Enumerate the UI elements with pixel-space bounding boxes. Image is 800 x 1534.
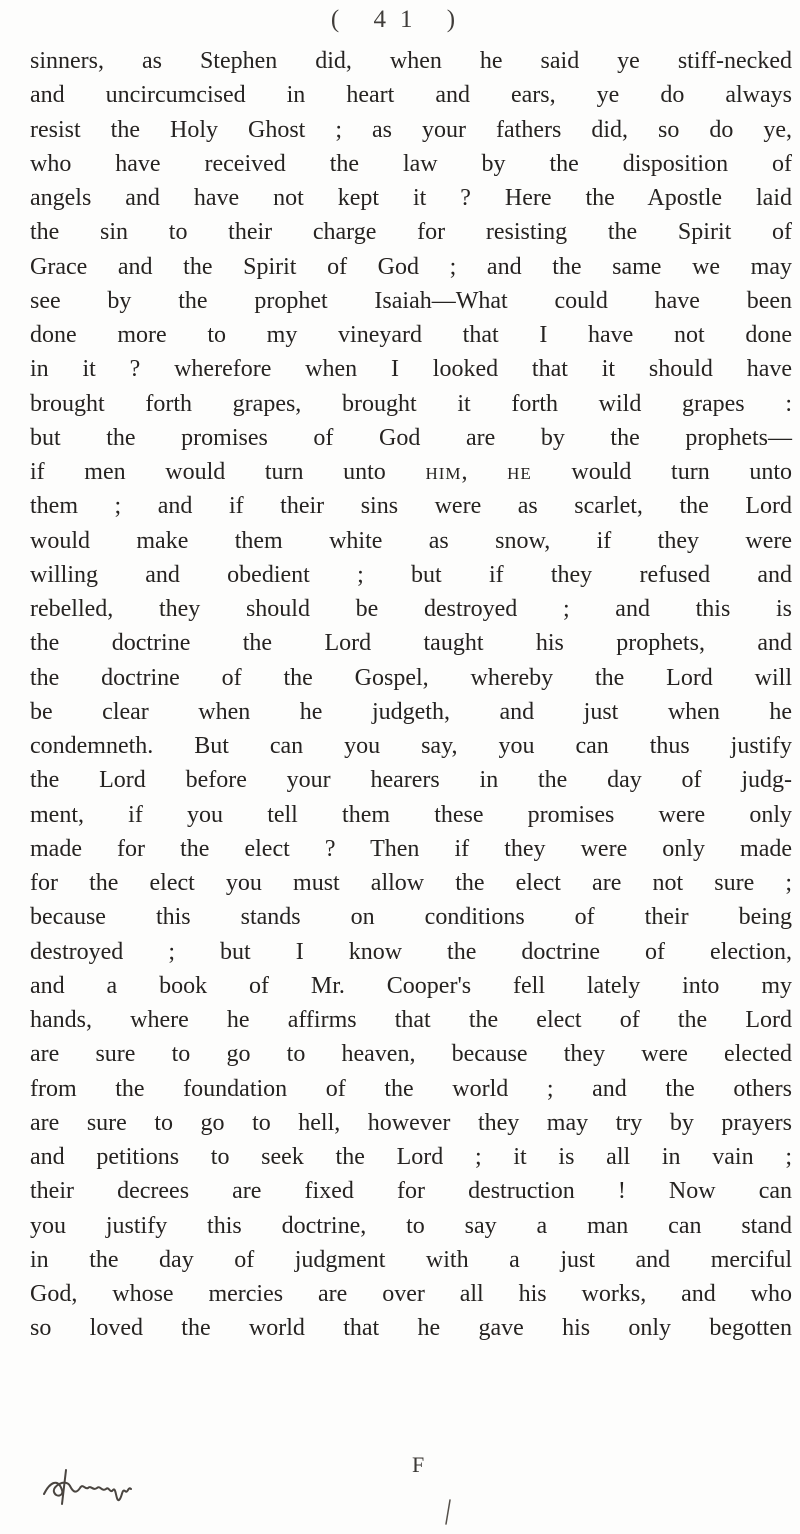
text-line-1: sinners, as Stephen did, when he said ye stiff-necked	[30, 48, 792, 74]
text-line-2: and uncircumcised in heart and ears, ye do always	[30, 82, 792, 109]
handwritten-mark	[40, 1464, 135, 1508]
text-line-17: rebelled, they should be destroyed ; and this is	[30, 596, 792, 622]
text-line-31: from the foundation of the world ; and the others	[30, 1075, 792, 1102]
text-line-13-start: if men would turn unto	[30, 459, 426, 485]
signature-letter: F	[412, 1452, 425, 1477]
text-line-34: their decrees are fixed for destruction ! Now can	[30, 1178, 792, 1205]
text-line-37: God, whose mercies are over all his works, and who	[30, 1281, 792, 1307]
body-text	[30, 44, 792, 1346]
text-line-32: are sure to go to hell, however they may try by prayers	[30, 1109, 792, 1136]
text-line-10: in it ? wherefore when I looked that it should have	[30, 356, 792, 383]
text-line-28: and a book of Mr. Cooper's fell lately into my	[30, 972, 792, 999]
text-line-19: the doctrine of the Gospel, whereby the Lord will	[30, 664, 792, 691]
text-line-13	[30, 455, 792, 489]
page-number: ( 41 )	[330, 6, 470, 33]
text-line-4: who have received the law by the disposition of	[30, 150, 792, 177]
text-line-12: but the promises of God are by the prophets—	[30, 424, 792, 451]
text-line-35: you justify this doctrine, to say a man can stand	[30, 1212, 792, 1239]
text-line-23: ment, if you tell them these promises were only	[30, 801, 792, 828]
text-line-18: the doctrine the Lord taught his prophets, and	[30, 630, 792, 657]
text-line-15: would make them white as snow, if they were	[30, 527, 792, 554]
handwritten-catchword	[140, 1470, 141, 1471]
small-caps-him: him	[425, 459, 462, 485]
text-line-22: the Lord before your hearers in the day of judg-	[30, 767, 792, 794]
text-line-7: Grace and the Spirit of God ; and the same we may	[30, 253, 792, 280]
text-line-13-mid: ,	[461, 459, 508, 485]
text-line-26: because this stands on conditions of their being	[30, 904, 792, 931]
text-line-25: for the elect you must allow the elect are not sure ;	[30, 870, 792, 896]
text-line-14: them ; and if their sins were as scarlet, the Lord	[30, 493, 792, 520]
text-line-9: done more to my vineyard that I have not done	[30, 322, 792, 348]
text-line-29: hands, where he affirms that the elect of the Lord	[30, 1007, 792, 1033]
pen-stroke	[444, 1498, 452, 1526]
text-line-11: brought forth grapes, brought it forth wild grapes :	[30, 390, 792, 417]
stray-pen-mark	[444, 1498, 452, 1526]
text-line-16: willing and obedient ; but if they refused and	[30, 561, 792, 588]
text-line-5: angels and have not kept it ? Here the Apostle laid	[30, 185, 792, 211]
text-line-8: see by the prophet Isaiah—What could have been	[30, 287, 792, 314]
text-line-20: be clear when he judgeth, and just when he	[30, 698, 792, 725]
text-line-33: and petitions to seek the Lord ; it is all in vain ;	[30, 1144, 792, 1170]
text-line-13-end: would turn unto	[531, 459, 792, 485]
text-line-6: the sin to their charge for resisting the Spirit of	[30, 219, 792, 246]
text-line-24: made for the elect ? Then if they were only made	[30, 835, 792, 862]
text-line-3: resist the Holy Ghost ; as your fathers did, so do ye,	[30, 116, 792, 143]
text-line-21: condemneth. But can you say, you can thus justify	[30, 733, 792, 759]
handwriting-scribble	[40, 1464, 135, 1508]
text-line-38: so loved the world that he gave his only begotten	[30, 1315, 792, 1342]
text-line-36: in the day of judgment with a just and merciful	[30, 1246, 792, 1273]
small-caps-he: he	[507, 459, 532, 485]
text-line-27: destroyed ; but I know the doctrine of election,	[30, 938, 792, 965]
text-line-30: are sure to go to heaven, because they were elected	[30, 1041, 792, 1068]
